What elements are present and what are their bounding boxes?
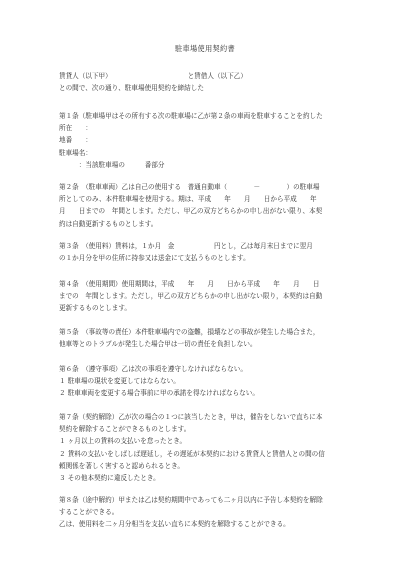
article-line: 第７条（契約解除）乙が次の場合の１つに該当したとき，甲は，催告をしないで直ちに本 [59, 413, 323, 421]
list-item: １ ヶ月以上の賃料の支払いを怠ったとき。 [59, 437, 187, 446]
lot-number-field: 地番 ： [59, 136, 92, 145]
article-7 [59, 411, 359, 484]
article-8 [59, 494, 359, 531]
article-line: 第３条 （使用料）賃料は，１か月 金 円とし，乙は毎月末日までに翌月 [59, 242, 313, 250]
list-item: ２ 駐車車両を変更する場合事前に甲の承諾を得なければならない。 [59, 389, 259, 398]
parking-name-field: 駐車場名： [59, 148, 92, 157]
article-line: 第６条 （遵守事項）乙は次の事項を遵守しなければならない。 [59, 365, 247, 373]
article-line: 約は自動更新するものとします。 [59, 219, 158, 228]
parties-section [59, 70, 359, 94]
article-line: までの 年間とします。ただし，甲乙の双方どちらかの申し出がない限り，本契約は自動 [59, 292, 323, 301]
list-item: １ 駐車場の現状を変更してはならない。 [59, 377, 180, 386]
article-line: 乙は、使用料を二ヶ月分相当を支払い直ちに本契約を解除することができる。 [59, 520, 290, 529]
article-line: 月 日までの 年間とします。ただし、甲乙の双方どちらかの申し出がない限り、本契 [59, 207, 323, 216]
article-line: 第２条 （駐車車両）乙は自己の使用する 普通自動車（ － ）の駐車場 [59, 183, 320, 191]
parties-line: との間で、次の通り、駐車場使用契約を締結した [59, 84, 204, 93]
article-line: 契約を解除することができるものとします。 [59, 425, 191, 434]
parties-line: 賃貸人（以下甲） と賃借人（以下乙） [59, 72, 247, 80]
article-line: の１か月分を甲の住所に持参又は送金にて支払うものとします。 [59, 254, 250, 263]
article-line: することができる。 [59, 508, 119, 517]
article-line: 所としてのみ、本件駐車場を使用する。期は、平成 年 月 日から平成 年 [59, 195, 317, 204]
article-line: 第４条 （使用期間）使用期間は，平成 年 月 日から平成 年 月 日 [59, 280, 320, 288]
article-line: 更新するものとします。 [59, 304, 132, 313]
article-5 [59, 326, 359, 350]
article-6 [59, 363, 359, 400]
article-line: 第１条（駐車場甲はその所有する次の駐車場に乙が第２条の車両を駐車することを約した [59, 112, 323, 120]
location-field: 所在 ： [59, 124, 92, 133]
list-item: 頼関係を著しく害すると認められるとき。 [59, 461, 185, 470]
article-2 [59, 181, 359, 230]
article-line: 第８条（途中解約）甲または乙は契約期間中であっても二ヶ月以内に予告し本契約を解除 [59, 496, 323, 504]
parking-space-field: ：当該駐車場の 番部分 [59, 160, 165, 169]
article-line: 第５条 （事故等の責任）本件駐車場内での盗難，損壊などの事故が発生した場合また， [59, 328, 320, 336]
list-item: ３ その他本契約に違反したとき。 [59, 473, 160, 482]
article-line: 他車等とのトラブルが発生した場合甲は一切の責任を負担しない。 [59, 340, 257, 349]
list-item: ２ 賃料の支払いをしばしば遅延し，その遅延が本契約における賃貸人と賃借人との間の信 [59, 449, 325, 458]
article-1 [59, 110, 359, 171]
article-4 [59, 278, 359, 315]
document-title: 駐車場使用契約書 [175, 44, 235, 53]
article-3 [59, 240, 359, 264]
